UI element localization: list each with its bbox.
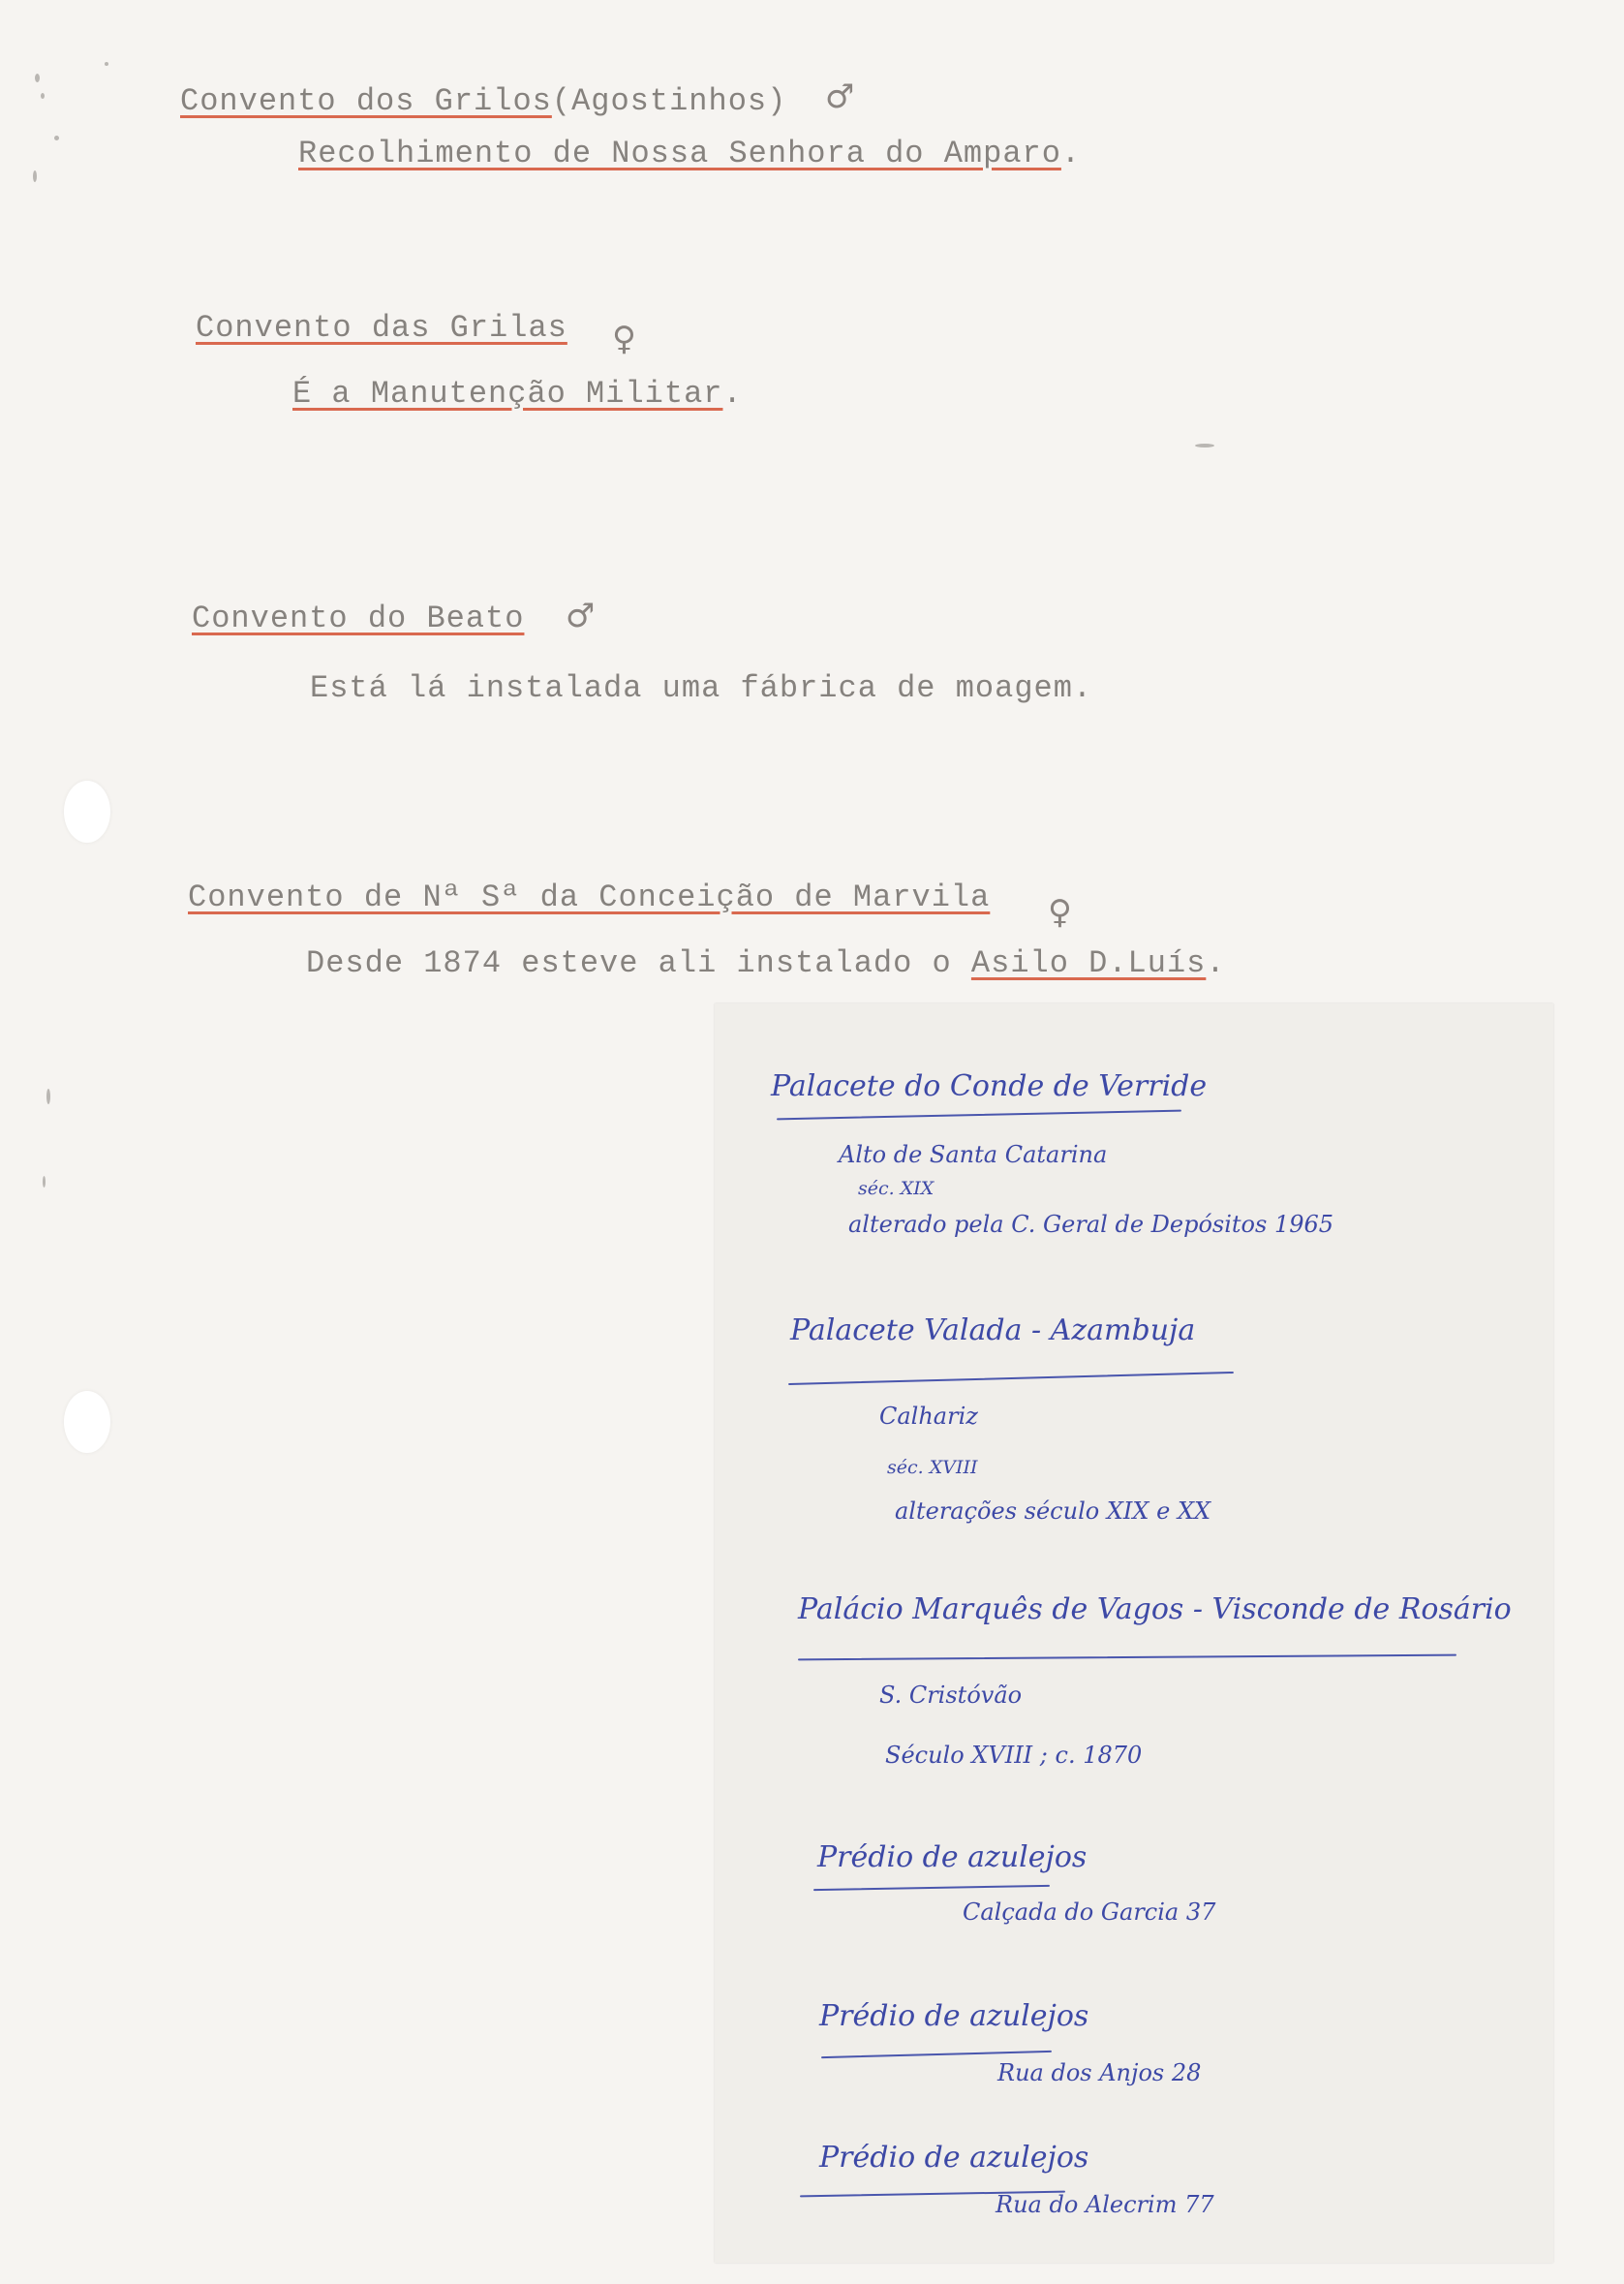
handwritten-note-card bbox=[715, 1003, 1553, 2263]
entry-2-note: É a Manutenção Militar bbox=[292, 376, 723, 412]
entry-1-note-end: . bbox=[1060, 136, 1082, 171]
card-item-1-underline bbox=[777, 1110, 1181, 1121]
card-item-5-title: Prédio de azulejos bbox=[819, 1999, 1089, 2033]
entry-4-title: Convento de Nª Sª da Conceição de Marvila bbox=[188, 880, 991, 915]
card-item-3-underline bbox=[798, 1654, 1456, 1661]
card-item-3-title: Palácio Marquês de Vagos - Visconde de Rosário bbox=[798, 1592, 1512, 1626]
entry-1-title: Convento dos Grilos bbox=[180, 83, 552, 119]
card-item-5-underline bbox=[821, 2051, 1052, 2058]
card-item-4-line-1: Calçada do Garcia 37 bbox=[963, 1898, 1216, 1926]
card-item-3-line-1: S. Cristóvão bbox=[879, 1682, 1023, 1709]
card-item-2-line-2: séc. XVIII bbox=[887, 1457, 978, 1478]
entry-2-note-line bbox=[292, 376, 743, 412]
margin-speck bbox=[33, 170, 37, 182]
card-item-2-underline bbox=[788, 1372, 1234, 1385]
entry-3-title: Convento do Beato bbox=[192, 601, 525, 636]
female-symbol-icon: ♀ bbox=[612, 320, 636, 358]
punch-hole-bottom bbox=[64, 1391, 110, 1453]
entry-4-note-line bbox=[306, 945, 1226, 981]
entry-2-title: Convento das Grilas bbox=[196, 310, 567, 346]
entry-1-note-line bbox=[298, 136, 1081, 171]
card-item-4-title: Prédio de azulejos bbox=[817, 1840, 1088, 1874]
entry-4-note-end: . bbox=[1206, 945, 1226, 981]
card-item-1-line-2: séc. XIX bbox=[858, 1178, 935, 1199]
entry-2-note-end: . bbox=[722, 376, 743, 412]
male-symbol-icon: ♂ bbox=[566, 597, 596, 635]
entry-1-title-line bbox=[180, 83, 786, 119]
margin-speck bbox=[46, 1089, 50, 1104]
card-item-6-line-1: Rua do Alecrim 77 bbox=[996, 2191, 1214, 2218]
card-item-1-line-3: alterado pela C. Geral de Depósitos 1965 bbox=[848, 1211, 1334, 1238]
entry-3-note: Está lá instalada uma fábrica de moagem. bbox=[310, 670, 1093, 706]
entry-3-title-line bbox=[192, 601, 524, 636]
card-item-1-title: Palacete do Conde de Verride bbox=[771, 1069, 1208, 1103]
entry-2-title-line bbox=[196, 310, 567, 346]
card-item-1-line-1: Alto de Santa Catarina bbox=[839, 1141, 1108, 1168]
margin-speck bbox=[54, 136, 59, 140]
entry-4-title-line bbox=[188, 880, 990, 915]
margin-speck bbox=[105, 62, 108, 66]
entry-1-title-suffix: (Agostinhos) bbox=[551, 83, 787, 119]
card-item-5-line-1: Rua dos Anjos 28 bbox=[997, 2059, 1202, 2086]
punch-hole-top bbox=[64, 781, 110, 843]
card-item-2-line-3: alterações século XIX e XX bbox=[895, 1497, 1211, 1525]
margin-speck bbox=[41, 93, 45, 99]
female-symbol-icon: ♀ bbox=[1048, 893, 1072, 932]
margin-speck bbox=[35, 74, 40, 82]
card-item-6-title: Prédio de azulejos bbox=[819, 2141, 1089, 2175]
card-item-4-underline bbox=[813, 1885, 1050, 1891]
margin-speck bbox=[1195, 444, 1214, 448]
entry-1-note: Recolhimento de Nossa Senhora do Amparo bbox=[298, 136, 1061, 171]
card-item-2-line-1: Calhariz bbox=[879, 1403, 978, 1430]
margin-speck bbox=[43, 1176, 46, 1188]
card-item-2-title: Palacete Valada - Azambuja bbox=[790, 1313, 1196, 1347]
male-symbol-icon: ♂ bbox=[825, 77, 855, 116]
entry-4-note-prefix: Desde 1874 esteve ali instalado o bbox=[306, 945, 971, 981]
card-item-3-line-2: Século XVIII ; c. 1870 bbox=[885, 1742, 1143, 1769]
entry-4-note-link: Asilo D.Luís bbox=[970, 945, 1207, 981]
